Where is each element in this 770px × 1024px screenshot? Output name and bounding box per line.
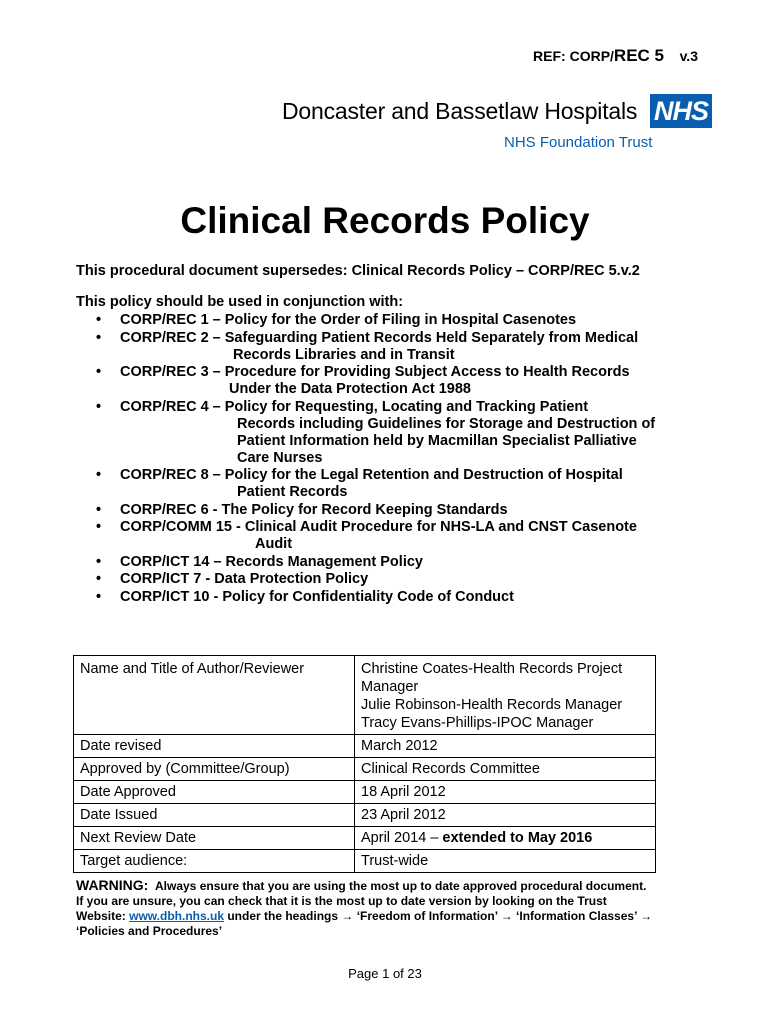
row-value: Clinical Records Committee: [355, 758, 656, 781]
author-label: Name and Title of Author/Reviewer: [74, 656, 355, 735]
bullet-icon: •: [96, 329, 102, 346]
table-row: [74, 656, 656, 735]
conjunction-intro: This policy should be used in conjunction with:: [76, 294, 404, 310]
review-label: Next Review Date: [74, 827, 355, 850]
bullet-icon: •: [96, 519, 102, 535]
table-row: [74, 735, 656, 758]
ref-code: REC 5: [613, 46, 664, 65]
bullet-icon: •: [96, 588, 102, 605]
list-item: • CORP/REC 1 – Policy for the Order of Filing in Hospital Casenotes: [96, 312, 577, 328]
row-label: Date Approved: [74, 781, 355, 804]
page-number: Page 1 of 23: [348, 966, 422, 981]
document-details-table: [73, 655, 656, 873]
bullet-icon: •: [96, 467, 102, 483]
trust-logo-name: Doncaster and Bassetlaw Hospitals: [282, 98, 638, 124]
warning-heading: WARNING:: [76, 877, 149, 893]
bullet-icon: •: [96, 501, 102, 518]
row-label: Date Issued: [74, 804, 355, 827]
trust-logo: [282, 92, 722, 154]
row-value: March 2012: [355, 735, 656, 758]
related-policies-list: [96, 312, 716, 606]
ref-prefix: REF: CORP/: [533, 48, 614, 64]
list-item: • CORP/REC 8 – Policy for the Legal Retention and Destruction of Hospital Patient Records: [96, 467, 623, 500]
bullet-icon: •: [96, 364, 102, 380]
table-row: [74, 781, 656, 804]
ref-version: v.3: [679, 48, 698, 64]
row-label: Approved by (Committee/Group): [74, 758, 355, 781]
row-label: Date revised: [74, 735, 355, 758]
list-item: • CORP/REC 4 – Policy for Requesting, Locating and Tracking Patient Records including Guidelines for Storage and Destruction of Patient Information held by Macmillan Specialist Palliative Care Nurses: [96, 398, 656, 466]
list-item: • CORP/REC 6 - The Policy for Record Keeping Standards: [96, 501, 508, 518]
list-item: • CORP/ICT 14 – Records Management Policy: [96, 553, 423, 570]
list-item: • CORP/REC 3 – Procedure for Providing Subject Access to Health Records Under the Data Protection Act 1988: [96, 364, 630, 397]
row-value: 23 April 2012: [355, 804, 656, 827]
bullet-icon: •: [96, 553, 102, 570]
bullet-icon: •: [96, 312, 102, 328]
review-value: April 2014 – extended to May 2016: [355, 827, 656, 850]
audience-value: Trust-wide: [355, 850, 656, 873]
nhs-logo-badge: NHS: [650, 94, 712, 128]
list-item: • CORP/ICT 10 - Policy for Confidentiality Code of Conduct: [96, 588, 514, 605]
bullet-icon: •: [96, 571, 102, 587]
list-item: • CORP/COMM 15 - Clinical Audit Procedure for NHS-LA and CNST Casenote Audit: [96, 519, 637, 552]
bullet-icon: •: [96, 398, 102, 415]
audience-label: Target audience:: [74, 850, 355, 873]
supersedes-statement: This procedural document supersedes: Clinical Records Policy – CORP/REC 5.v.2: [76, 263, 640, 279]
table-row: [74, 758, 656, 781]
table-row: [74, 827, 656, 850]
table-row: [74, 804, 656, 827]
author-value: Christine Coates-Health Records Project Manager Julie Robinson-Health Records Manager Tracy Evans-Phillips-IPOC Manager: [355, 656, 656, 735]
page-title: Clinical Records Policy: [180, 200, 590, 241]
table-row: [74, 850, 656, 873]
website-link[interactable]: www.dbh.nhs.uk: [129, 909, 225, 923]
list-item: • CORP/ICT 7 - Data Protection Policy: [96, 571, 369, 587]
trust-logo-subtitle: NHS Foundation Trust: [504, 134, 653, 151]
list-item: • CORP/REC 2 – Safeguarding Patient Records Held Separately from Medical Records Libraries and in Transit: [96, 329, 639, 363]
warning-notice: WARNING: Always ensure that you are using the most up to date approved procedural document. If you are unsure, you can check that it is the most up to date version by looking on the Trust Website: www.dbh.nhs.uk under the headings → ‘Freedom of Information’ → ‘Information Classes’ → ‘Policies and Procedures’: [76, 877, 653, 938]
row-value: 18 April 2012: [355, 781, 656, 804]
document-reference: [533, 46, 698, 66]
